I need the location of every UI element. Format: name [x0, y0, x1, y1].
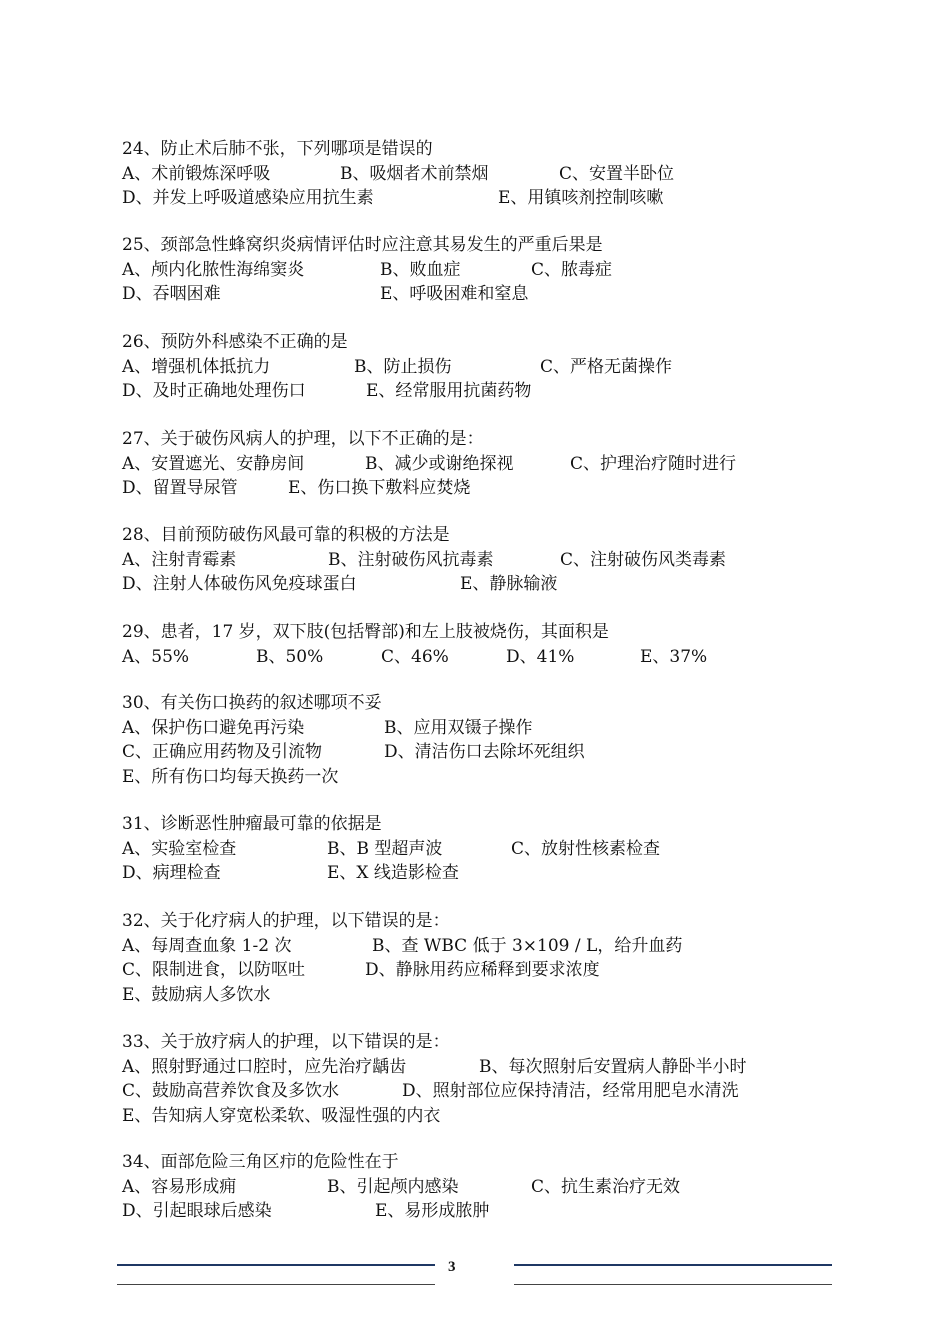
- answer-option: C、46%: [381, 646, 449, 667]
- option-row: [122, 1199, 842, 1224]
- answer-option: A、颅内化脓性海绵窦炎: [122, 259, 305, 280]
- answer-option: E、呼吸困难和窒息: [380, 284, 529, 304]
- answer-option: A、注射青霉素: [122, 549, 237, 570]
- answer-option: C、护理治疗随时进行: [570, 453, 737, 474]
- answer-option: C、严格无菌操作: [540, 356, 673, 377]
- answer-option: A、照射野通过口腔时，应先治疗龋齿: [122, 1056, 407, 1077]
- question-stem: 28、目前预防破伤风最可靠的积极的方法是: [122, 525, 450, 545]
- question-stem: 29、患者，17 岁，双下肢(包括臀部)和左上肢被烧伤，其面积是: [122, 622, 609, 642]
- answer-option: D、引起眼球后感染: [122, 1201, 272, 1221]
- option-row: [122, 355, 842, 380]
- question-stem: 26、预防外科感染不正确的是: [122, 332, 348, 352]
- option-row: [122, 1055, 842, 1080]
- answer-option: A、保护伤口避免再污染: [122, 717, 305, 738]
- question-block: [122, 1030, 842, 1128]
- option-row: [122, 452, 842, 477]
- option-row: [122, 1175, 842, 1200]
- question-stem: 31、诊断恶性肿瘤最可靠的依据是: [122, 814, 382, 834]
- answer-option: B、查 WBC 低于 3×109 / L，给升血药: [372, 935, 683, 956]
- answer-option: C、放射性核素检查: [511, 838, 661, 859]
- option-row: [122, 572, 842, 597]
- option-row: [122, 476, 842, 501]
- answer-option: D、并发上呼吸道感染应用抗生素: [122, 188, 374, 208]
- answer-option: D、静脉用药应稀释到要求浓度: [365, 960, 600, 980]
- footer-rule-left-lower: [117, 1284, 435, 1285]
- answer-option: C、正确应用药物及引流物: [122, 742, 323, 762]
- option-row: [122, 765, 842, 790]
- question-block: [122, 137, 842, 211]
- answer-option: C、抗生素治疗无效: [531, 1176, 681, 1197]
- answer-option: D、病理检查: [122, 863, 221, 883]
- question-stem: 25、颈部急性蜂窝织炎病情评估时应注意其易发生的严重后果是: [122, 235, 603, 255]
- footer-rule-right: [514, 1264, 832, 1266]
- question-block: [122, 523, 842, 597]
- footer-rule-left: [117, 1264, 435, 1266]
- answer-option: E、静脉输液: [460, 574, 558, 594]
- answer-option: A、增强机体抵抗力: [122, 356, 271, 377]
- page-number: 3: [448, 1259, 456, 1275]
- answer-option: B、B 型超声波: [327, 838, 443, 859]
- answer-option: B、应用双镊子操作: [384, 717, 533, 738]
- answer-option: B、每次照射后安置病人静卧半小时: [479, 1056, 747, 1077]
- answer-option: D、清洁伤口去除坏死组织: [384, 742, 585, 762]
- option-row: [122, 548, 842, 573]
- option-row: [122, 645, 842, 670]
- answer-option: E、X 线造影检查: [327, 863, 459, 883]
- answer-option: E、易形成脓肿: [375, 1201, 490, 1221]
- answer-option: A、安置遮光、安静房间: [122, 453, 305, 474]
- option-row: [122, 258, 842, 283]
- answer-option: E、37%: [640, 646, 708, 667]
- option-row: [122, 740, 842, 765]
- answer-option: E、鼓励病人多饮水: [122, 984, 271, 1005]
- option-row: [122, 837, 842, 862]
- question-block: [122, 909, 842, 1007]
- answer-option: A、55%: [122, 646, 190, 667]
- answer-option: E、用镇咳剂控制咳嗽: [498, 188, 664, 208]
- answer-option: D、吞咽困难: [122, 284, 221, 304]
- question-block: [122, 620, 842, 669]
- option-row: [122, 379, 842, 404]
- answer-option: D、注射人体破伤风免疫球蛋白: [122, 574, 357, 594]
- answer-option: E、告知病人穿宽松柔软、吸湿性强的内衣: [122, 1105, 441, 1126]
- answer-option: D、及时正确地处理伤口: [122, 381, 306, 401]
- option-row: [122, 162, 842, 187]
- answer-option: C、安置半卧位: [559, 163, 675, 184]
- question-block: [122, 233, 842, 307]
- option-row: [122, 861, 842, 886]
- answer-option: E、伤口换下敷料应焚烧: [288, 478, 471, 498]
- answer-option: E、经常服用抗菌药物: [366, 381, 532, 401]
- question-block: [122, 1150, 842, 1224]
- answer-option: D、照射部位应保持清洁，经常用肥皂水清洗: [402, 1081, 739, 1101]
- answer-option: B、败血症: [380, 259, 461, 280]
- answer-option: B、50%: [256, 646, 324, 667]
- answer-option: B、引起颅内感染: [327, 1176, 459, 1197]
- question-block: [122, 427, 842, 501]
- answer-option: C、注射破伤风类毒素: [560, 549, 727, 570]
- answer-option: B、减少或谢绝探视: [365, 453, 514, 474]
- option-row: [122, 716, 842, 741]
- footer-rule-right-lower: [514, 1284, 832, 1285]
- question-stem: 27、关于破伤风病人的护理，以下不正确的是：: [122, 429, 484, 449]
- option-row: [122, 186, 842, 211]
- answer-option: B、注射破伤风抗毒素: [328, 549, 494, 570]
- answer-option: C、限制进食，以防呕吐: [122, 960, 306, 980]
- answer-option: D、留置导尿管: [122, 478, 238, 498]
- question-stem: 32、关于化疗病人的护理，以下错误的是：: [122, 911, 450, 931]
- question-stem: 34、面部危险三角区疖的危险性在于: [122, 1152, 399, 1172]
- answer-option: E、所有伤口均每天换药一次: [122, 766, 339, 787]
- question-stem: 30、有关伤口换药的叙述哪项不妥: [122, 693, 382, 713]
- question-block: [122, 691, 842, 789]
- question-block: [122, 812, 842, 886]
- answer-option: A、容易形成痈: [122, 1176, 237, 1197]
- option-row: [122, 1079, 842, 1104]
- option-row: [122, 934, 842, 959]
- answer-option: B、吸烟者术前禁烟: [340, 163, 489, 184]
- answer-option: A、每周查血象 1-2 次: [122, 935, 292, 956]
- answer-option: A、实验室检查: [122, 838, 237, 859]
- answer-option: D、41%: [506, 646, 575, 667]
- option-row: [122, 282, 842, 307]
- answer-option: C、脓毒症: [531, 259, 613, 280]
- answer-option: B、防止损伤: [354, 356, 452, 377]
- answer-option: A、术前锻炼深呼吸: [122, 163, 271, 184]
- question-block: [122, 330, 842, 404]
- answer-option: C、鼓励高营养饮食及多饮水: [122, 1081, 340, 1101]
- question-stem: 24、防止术后肺不张，下列哪项是错误的: [122, 139, 433, 159]
- option-row: [122, 1104, 842, 1129]
- question-stem: 33、关于放疗病人的护理，以下错误的是：: [122, 1032, 450, 1052]
- option-row: [122, 983, 842, 1008]
- option-row: [122, 958, 842, 983]
